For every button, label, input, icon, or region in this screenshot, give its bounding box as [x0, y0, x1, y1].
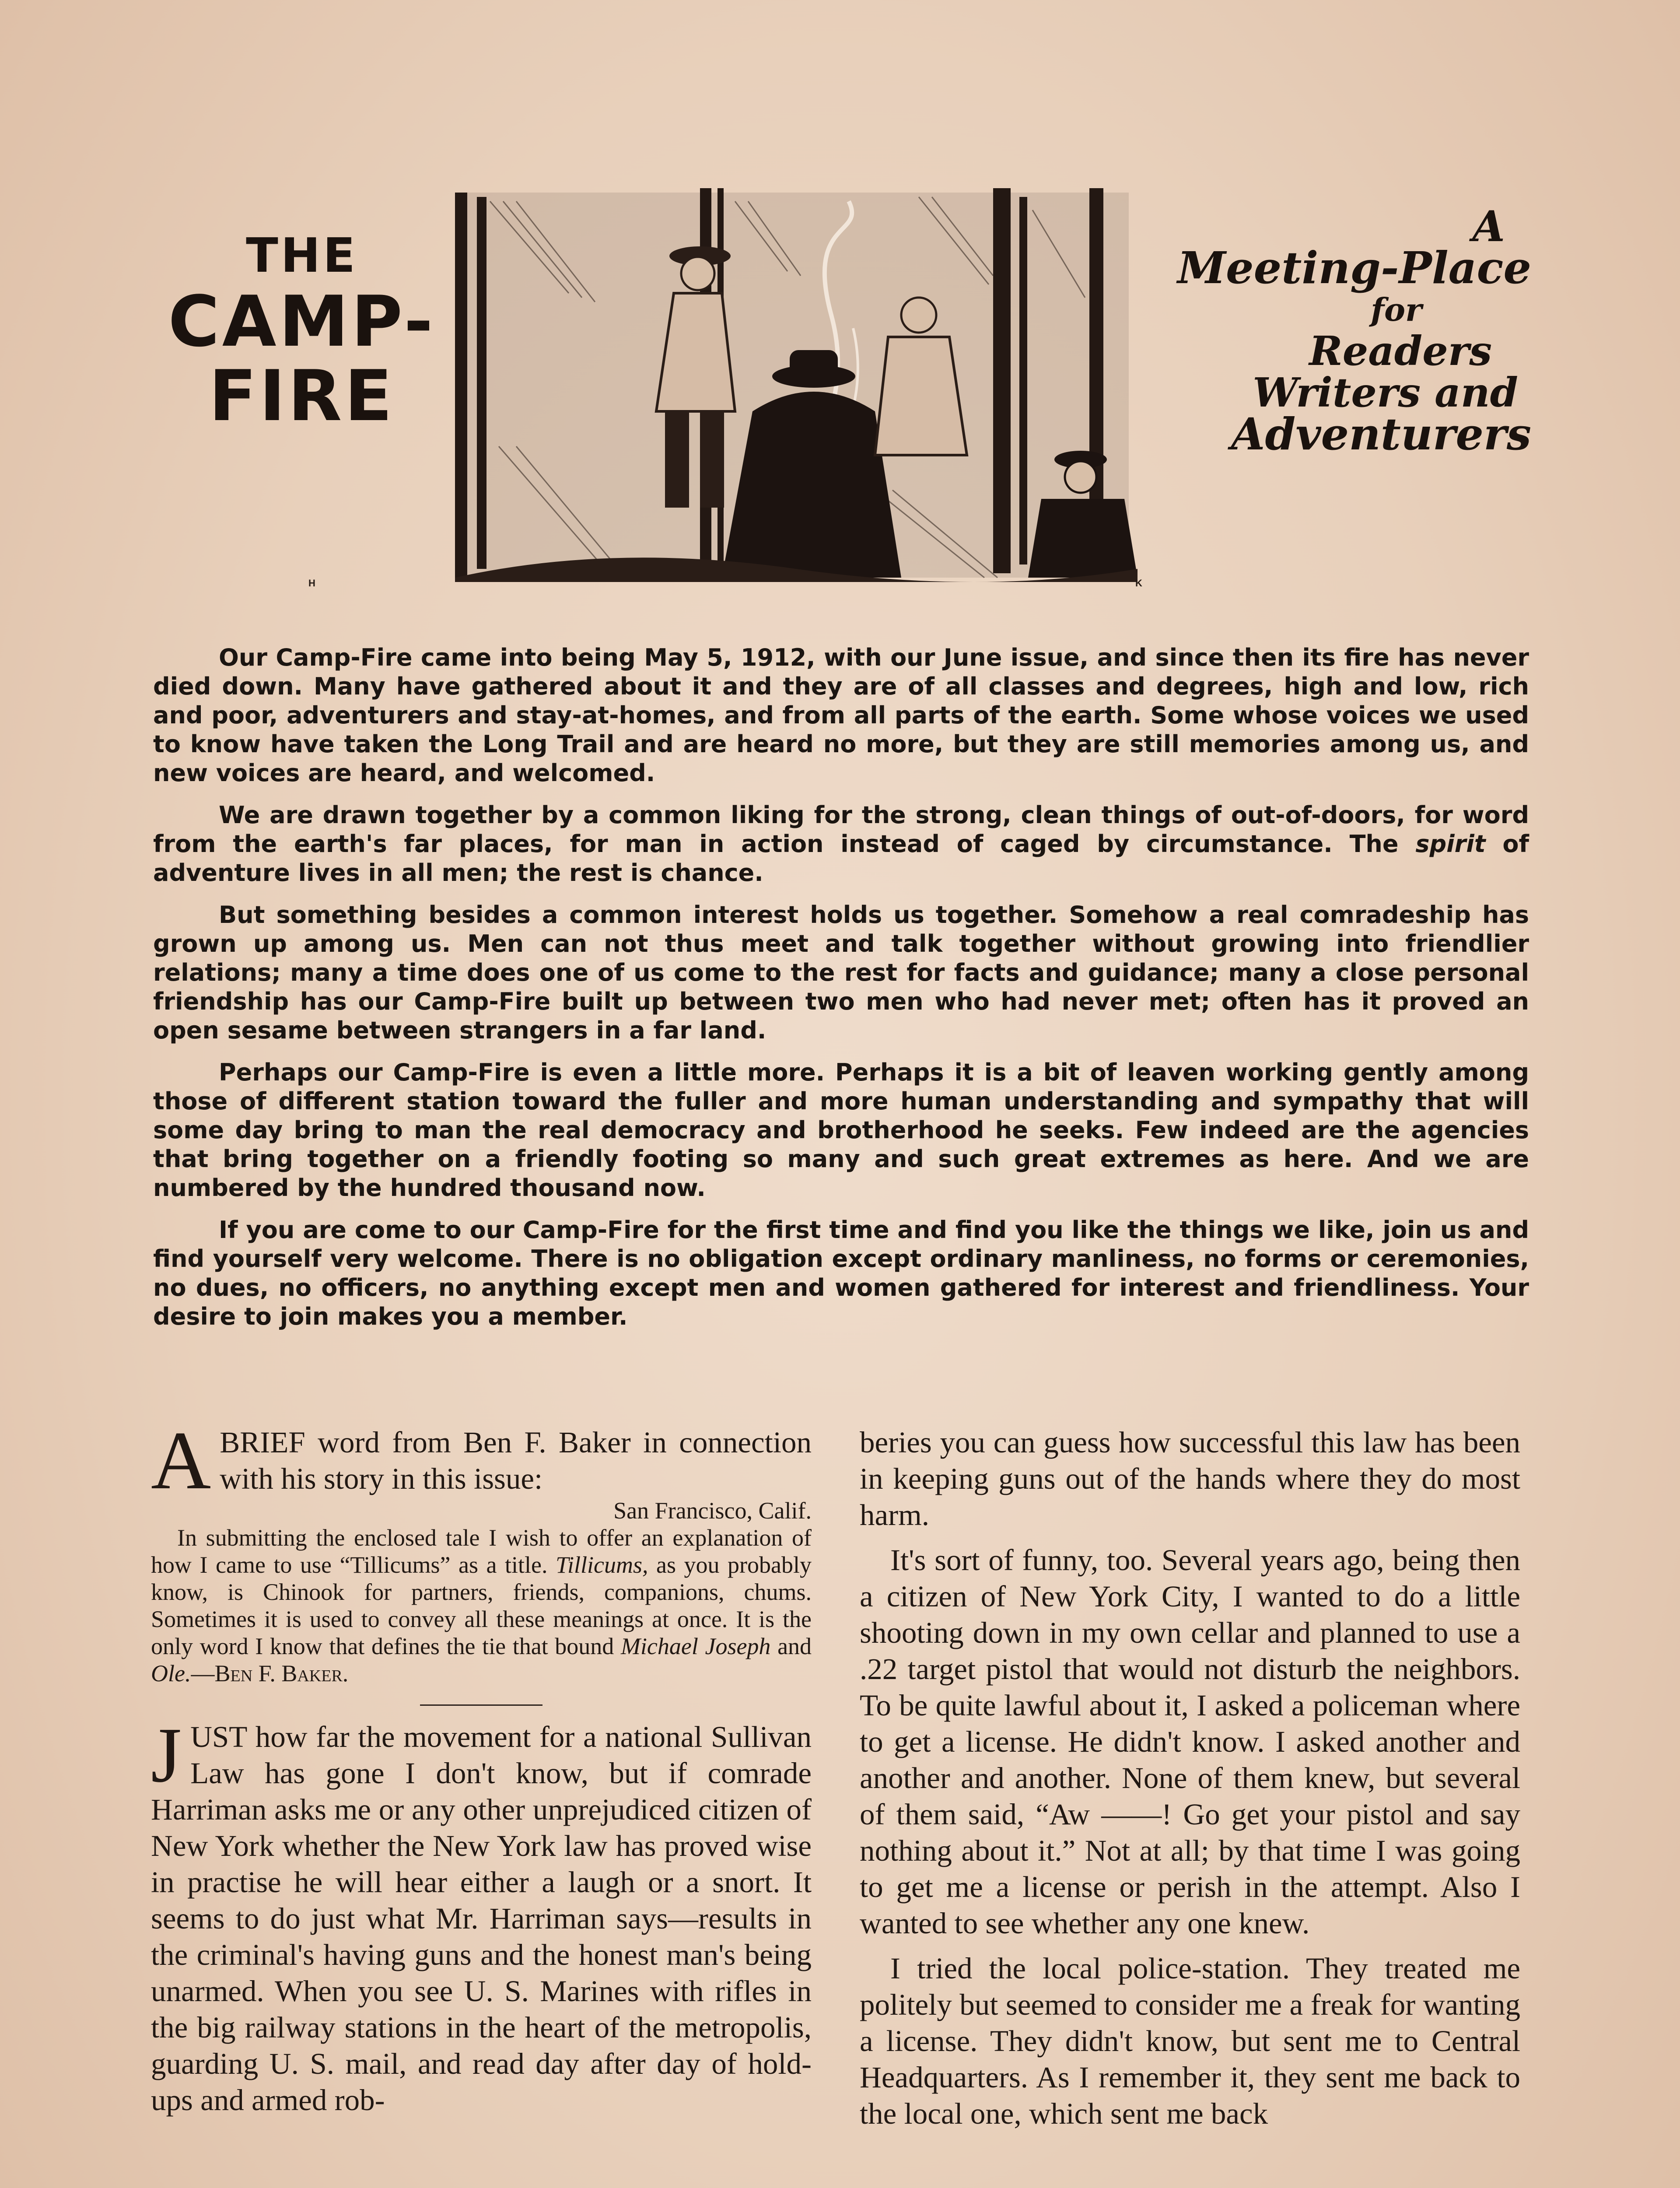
article-paragraph: I tried the local police-station. They treated me politely but seemed to consider me a freak for wanting a license. They didn't know, but sent me to Central Headquarters. As I remember it, they sent me back to the local one, which sent me back	[860, 1952, 1520, 2130]
letter-italic: Ole.	[151, 1660, 191, 1687]
letter-body	[151, 1524, 812, 1687]
intro-text: We are drawn together by a common liking for the strong, clean things of out-of-doors, for word from the earth's far places, for man in action instead of caged by circumstance. The	[153, 801, 1529, 858]
left-column	[151, 1415, 812, 2118]
subtitle-line-4: Readers	[1309, 327, 1492, 375]
intro-text: of adventure lives in all men; the rest is chance.	[153, 830, 1529, 887]
intro-note-text: BRIEF word from Ben F. Baker in connection with his story in this issue:	[220, 1426, 812, 1495]
subtitle-line-6: Adventurers	[1231, 408, 1531, 460]
intro-paragraph: If you are come to our Camp-Fire for the first time and find you like the things we like, join us and find yourself very welcome. There is no obligation except ordinary manliness, no forms or ceremonies, no dues, no officers, no anything except men and women gathered for interest and friendliness. Your desire to join makes you a member.	[153, 1216, 1529, 1330]
drop-cap-a: A	[151, 1415, 211, 1507]
artist-initial-h: H	[308, 578, 315, 589]
letter-text: as you probably know, is Chinook for partners, friends, companions, chums. Sometimes it is used to convey all these meanings at once. It is the only word I know that defines the tie that bound	[151, 1552, 812, 1659]
article-text: UST how far the movement for a national Sullivan Law has gone I don't know, but if comrade Harriman asks me or any other unprejudiced citizen of New York whether the New York law has proved wise in practise he will hear either a laugh or a snort. It seems to do just what Mr. Harriman says—results in the criminal's having guns and the honest man's being unarmed. When you see U. S. Marines with rifles in the big railway stations in the heart of the metropolis, guarding U. S. mail, and read day after day of hold-ups and armed rob-	[151, 1720, 812, 2117]
title-line-1: THE	[246, 228, 358, 283]
title-line-3: FIRE	[209, 355, 395, 437]
subtitle-line-2: Meeting-Place	[1177, 242, 1531, 294]
letter-italic: Tillicums,	[555, 1552, 648, 1578]
subtitle-line-3: for	[1371, 291, 1422, 328]
article-paragraph	[151, 1711, 812, 2118]
intro-paragraph: Perhaps our Camp-Fire is even a little more. Perhaps it is a bit of leaven working gently among those of different station toward the fuller and more human understanding and sympathy that will some day bring to man the real democracy and brotherhood he seeks. Few indeed are the agencies that bring together on a friendly footing so many and such great extremes as here. And we are numbered by the hundred thousand now.	[153, 1059, 1529, 1202]
drop-cap-j: J	[151, 1711, 182, 1799]
letter-italic: Michael Joseph	[620, 1633, 771, 1659]
intro-note	[151, 1415, 812, 1507]
section-divider	[420, 1704, 542, 1706]
intro-paragraph: But something besides a common interest holds us together. Somehow a real comradeship has grown up among us. Men can not thus meet and talk together without growing into friendlier relations; many a time does one of us come to the rest for facts and guidance; many a close personal friendship has our Camp-Fire built up between two men who had never met; often has it proved an open sesame between strangers in a far land.	[153, 901, 1529, 1044]
letter-text: and	[777, 1633, 812, 1659]
article-paragraph: beries you can guess how successful this law has been in keeping guns out of the hands where they do most harm.	[860, 1426, 1520, 1532]
intro-paragraph: Our Camp-Fire came into being May 5, 1912, with our June issue, and since then its fire has never died down. Many have gathered about it and they are of all classes and degrees, high and low, rich and poor, adventurers and stay-at-homes, and from all parts of the earth. Some whose voices we used to know have taken the Long Trail and are heard no more, but they are still memories among us, and new voices are heard, and welcomed.	[153, 644, 1529, 787]
subtitle-line-5: Writers and	[1253, 369, 1518, 416]
letter-text: In submitting the enclosed tale I wish to offer an explanation of how I came to use “Tillicums” as a title.	[151, 1525, 812, 1578]
artist-initial-k: K	[1135, 578, 1142, 589]
article-paragraph: It's sort of funny, too. Several years ago, being then a citizen of New York City, I wanted to do a little shooting down in my own cellar and planned to use a .22 target pistol that would not disturb the neighbors. To be quite lawful about it, I asked a policeman where to get a license. He didn't know. I asked another and another and another. None of them knew, but several of them said, “Aw ——! Go get your pistol and say nothing about it.” Not at all; by that time I was going to get me a license or perish in the attempt. Also I wanted to see whether any one knew.	[860, 1543, 1520, 1940]
intro-spirit-word: spirit	[1415, 830, 1486, 858]
campfire-illustration	[438, 184, 1155, 595]
subtitle-line-1: A	[1472, 202, 1505, 251]
letter-place: San Francisco, Calif.	[613, 1497, 812, 1524]
intro-paragraph	[153, 801, 1529, 887]
meeting-place-subtitle	[1138, 202, 1531, 460]
letter-signature: —Ben F. Baker.	[191, 1660, 349, 1687]
intro-section	[153, 643, 1529, 1344]
right-column	[860, 1424, 1520, 2132]
camp-fire-title	[166, 228, 438, 437]
title-line-2: CAMP-	[168, 281, 436, 362]
